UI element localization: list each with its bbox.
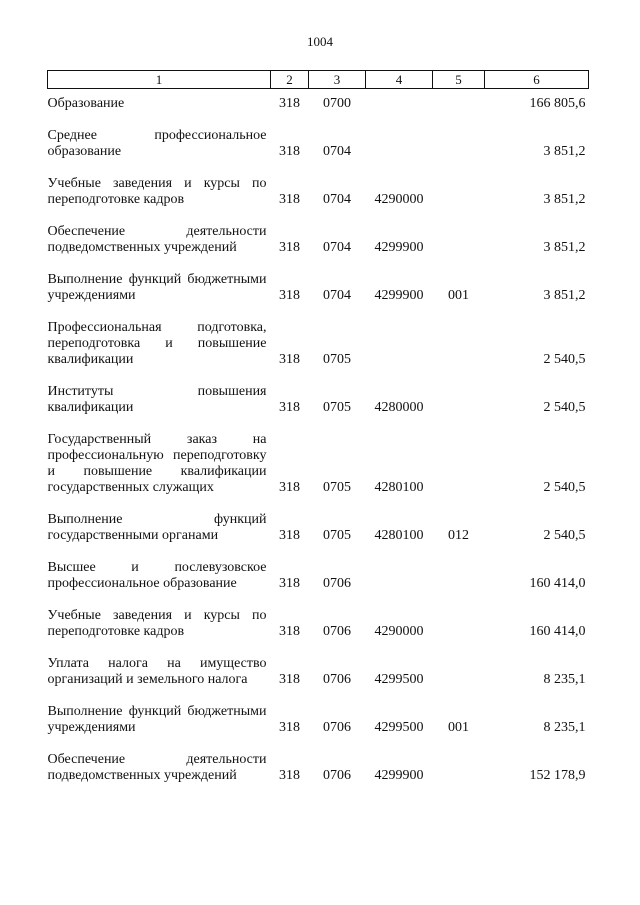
cell-col-2: 318 [279, 400, 300, 415]
cell-col-2: 318 [279, 144, 300, 159]
row-name: Образование [47, 96, 125, 111]
cell-col-3: 0705 [323, 400, 351, 415]
cell-col-4 [366, 546, 433, 594]
cell-col-5 [433, 738, 485, 786]
cell-col-5 [433, 114, 485, 162]
table-row [48, 370, 589, 418]
cell-col-2: 318 [279, 352, 300, 367]
cell-col-5 [433, 89, 485, 115]
cell-col-4: 4299500 [374, 720, 424, 735]
cell-col-4: 4299500 [374, 672, 424, 687]
cell-col-5 [433, 594, 485, 642]
cell-col-4: 4290000 [374, 624, 424, 639]
table-row [48, 546, 589, 594]
row-name: Обеспечение деятельности подведомственных учреждений [47, 224, 267, 255]
column-header: 4 [366, 71, 433, 89]
row-name: Выполнение функций государственными органами [47, 512, 267, 543]
cell-col-4: 4280100 [374, 528, 424, 543]
cell-col-4 [366, 114, 433, 162]
budget-table [47, 70, 589, 786]
row-name: Выполнение функций бюджетными учреждениями [47, 272, 267, 303]
cell-col-4: 4299900 [374, 768, 424, 783]
page-number: 1004 [307, 34, 333, 49]
cell-col-5 [433, 418, 485, 498]
cell-col-3: 0706 [323, 768, 351, 783]
cell-col-3: 0704 [323, 240, 351, 255]
cell-col-4: 4299900 [374, 288, 424, 303]
cell-col-5: 001 [448, 720, 469, 735]
table-row [48, 306, 589, 370]
cell-col-2: 318 [279, 288, 300, 303]
cell-col-5 [433, 370, 485, 418]
cell-col-3: 0705 [323, 480, 351, 495]
row-name: Среднее профессиональное образование [47, 128, 267, 159]
cell-col-4 [366, 89, 433, 115]
cell-col-3: 0706 [323, 672, 351, 687]
cell-col-6: 2 540,5 [543, 400, 586, 415]
cell-col-2: 318 [279, 96, 300, 111]
cell-col-5 [433, 210, 485, 258]
table-row [48, 210, 589, 258]
column-header: 5 [433, 71, 485, 89]
cell-col-5 [433, 642, 485, 690]
cell-col-5: 012 [448, 528, 469, 543]
cell-col-6: 2 540,5 [543, 528, 586, 543]
row-name: Уплата налога на имущество организаций и земельного налога [47, 656, 267, 687]
cell-col-3: 0704 [323, 192, 351, 207]
table-row [48, 594, 589, 642]
cell-col-6: 166 805,6 [529, 96, 586, 111]
cell-col-5 [433, 306, 485, 370]
cell-col-4: 4290000 [374, 192, 424, 207]
column-header: 2 [271, 71, 309, 89]
table-row [48, 114, 589, 162]
column-header: 6 [485, 71, 589, 89]
cell-col-4: 4280000 [374, 400, 424, 415]
row-name: Выполнение функций бюджетными учреждениями [47, 704, 267, 735]
cell-col-4 [366, 306, 433, 370]
cell-col-2: 318 [279, 672, 300, 687]
table-row [48, 162, 589, 210]
cell-col-5: 001 [448, 288, 469, 303]
table-row [48, 418, 589, 498]
row-name: Институты повышения квалификации [47, 384, 267, 415]
cell-col-6: 8 235,1 [543, 672, 586, 687]
cell-col-6: 3 851,2 [543, 144, 586, 159]
cell-col-3: 0705 [323, 352, 351, 367]
cell-col-2: 318 [279, 480, 300, 495]
column-number-header-row [48, 71, 589, 89]
cell-col-6: 3 851,2 [543, 240, 586, 255]
cell-col-4: 4299900 [374, 240, 424, 255]
cell-col-5 [433, 546, 485, 594]
cell-col-3: 0706 [323, 576, 351, 591]
cell-col-3: 0704 [323, 144, 351, 159]
cell-col-4: 4280100 [374, 480, 424, 495]
row-name: Высшее и послевузовское профессиональное образование [47, 560, 267, 591]
cell-col-5 [433, 162, 485, 210]
cell-col-3: 0706 [323, 624, 351, 639]
cell-col-3: 0705 [323, 528, 351, 543]
table-row [48, 690, 589, 738]
table-row [48, 89, 589, 115]
cell-col-3: 0700 [323, 96, 351, 111]
cell-col-3: 0704 [323, 288, 351, 303]
cell-col-6: 160 414,0 [529, 624, 586, 639]
table-row [48, 738, 589, 786]
cell-col-2: 318 [279, 624, 300, 639]
cell-col-2: 318 [279, 768, 300, 783]
cell-col-6: 2 540,5 [543, 352, 586, 367]
column-header: 1 [48, 71, 271, 89]
cell-col-6: 152 178,9 [529, 768, 586, 783]
table-row [48, 642, 589, 690]
cell-col-2: 318 [279, 720, 300, 735]
cell-col-6: 3 851,2 [543, 192, 586, 207]
cell-col-2: 318 [279, 240, 300, 255]
cell-col-2: 318 [279, 528, 300, 543]
row-name: Учебные заведения и курсы по переподготовке кадров [47, 176, 267, 207]
column-header: 3 [309, 71, 366, 89]
row-name: Учебные заведения и курсы по переподготовке кадров [47, 608, 267, 639]
cell-col-2: 318 [279, 576, 300, 591]
cell-col-6: 2 540,5 [543, 480, 586, 495]
cell-col-6: 3 851,2 [543, 288, 586, 303]
cell-col-6: 8 235,1 [543, 720, 586, 735]
row-name: Государственный заказ на профессиональную переподготовку и повышение квалификации государственных служащих [47, 432, 267, 495]
row-name: Профессиональная подготовка, переподготовка и повышение квалификации [47, 320, 267, 367]
table-row [48, 498, 589, 546]
row-name: Обеспечение деятельности подведомственных учреждений [47, 752, 267, 783]
cell-col-3: 0706 [323, 720, 351, 735]
cell-col-2: 318 [279, 192, 300, 207]
table-row [48, 258, 589, 306]
cell-col-6: 160 414,0 [529, 576, 586, 591]
